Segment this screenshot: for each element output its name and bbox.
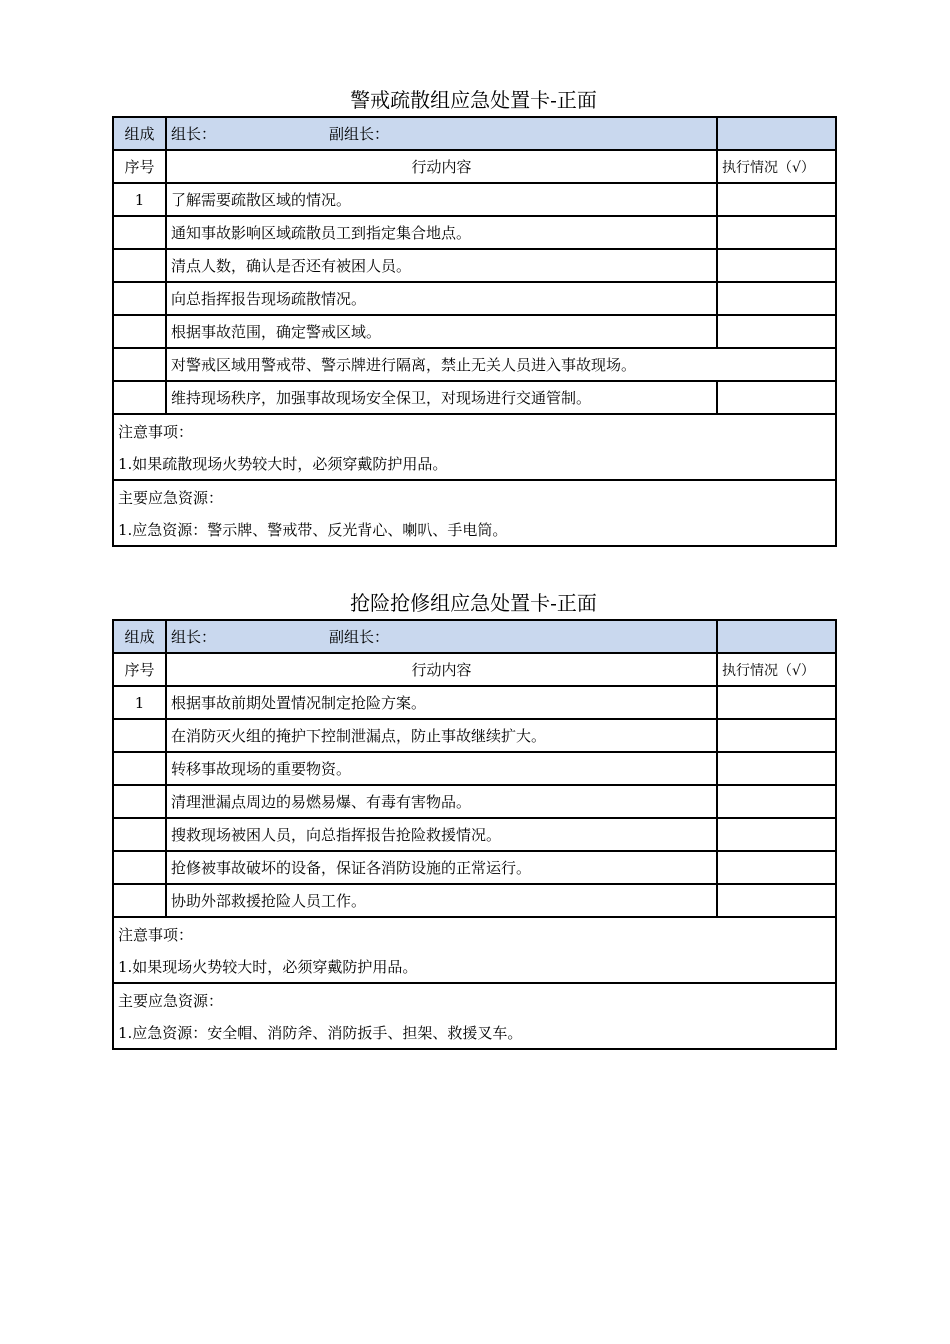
col-header-action: 行动内容 <box>166 150 717 183</box>
table-row <box>113 686 836 719</box>
table-row <box>113 315 836 348</box>
table-row <box>113 282 836 315</box>
col-header-status: 执行情况（√） <box>717 150 836 183</box>
row-status-checkbox[interactable] <box>717 818 836 851</box>
notes-item: 1.如果疏散现场火势较大时，必须穿戴防护用品。 <box>113 447 836 480</box>
group-row <box>113 620 836 653</box>
table-row <box>113 719 836 752</box>
row-status-checkbox[interactable] <box>717 183 836 216</box>
notes-title-row <box>113 917 836 950</box>
row-no <box>113 348 166 381</box>
table-row <box>113 851 836 884</box>
row-no <box>113 282 166 315</box>
row-status-checkbox[interactable] <box>717 752 836 785</box>
table-row <box>113 785 836 818</box>
col-header-action: 行动内容 <box>166 653 717 686</box>
card-title: 抢险抢修组应急处置卡-正面 <box>350 591 597 615</box>
table-row <box>113 884 836 917</box>
group-label: 组成 <box>113 117 166 150</box>
row-action: 维持现场秩序，加强事故现场安全保卫，对现场进行交通管制。 <box>166 381 717 414</box>
row-action: 了解需要疏散区域的情况。 <box>166 183 717 216</box>
table-row <box>113 818 836 851</box>
group-row <box>113 117 836 150</box>
card-title: 警戒疏散组应急处置卡-正面 <box>350 88 597 112</box>
resources-title: 主要应急资源： <box>113 480 836 513</box>
leader-cell <box>166 620 717 653</box>
card-rescue <box>112 587 835 1050</box>
resources-item: 1.应急资源：警示牌、警戒带、反光背心、喇叭、手电筒。 <box>113 513 836 546</box>
row-no <box>113 851 166 884</box>
column-header-row <box>113 653 836 686</box>
table-row <box>113 348 836 381</box>
table-row <box>113 249 836 282</box>
table-row <box>113 752 836 785</box>
row-no <box>113 785 166 818</box>
row-action: 根据事故范围，确定警戒区域。 <box>166 315 717 348</box>
col-header-no: 序号 <box>113 653 166 686</box>
row-no <box>113 818 166 851</box>
card-evacuation <box>112 84 835 547</box>
notes-item-row <box>113 447 836 480</box>
notes-title: 注意事项： <box>113 414 836 447</box>
row-action: 向总指挥报告现场疏散情况。 <box>166 282 717 315</box>
row-action: 对警戒区域用警戒带、警示牌进行隔离，禁止无关人员进入事故现场。 <box>166 348 836 381</box>
table-row <box>113 216 836 249</box>
leader-label: 组长： <box>171 125 217 143</box>
resources-title: 主要应急资源： <box>113 983 836 1016</box>
leader-label: 组长： <box>171 628 217 646</box>
row-action: 根据事故前期处置情况制定抢险方案。 <box>166 686 717 719</box>
row-no <box>113 315 166 348</box>
row-action: 协助外部救援抢险人员工作。 <box>166 884 717 917</box>
row-no <box>113 249 166 282</box>
row-status-checkbox[interactable] <box>717 381 836 414</box>
row-action: 清理泄漏点周边的易燃易爆、有毒有害物品。 <box>166 785 717 818</box>
row-no <box>113 719 166 752</box>
row-no <box>113 884 166 917</box>
resources-title-row <box>113 480 836 513</box>
resources-item: 1.应急资源：安全帽、消防斧、消防扳手、担架、救援叉车。 <box>113 1016 836 1049</box>
row-action: 在消防灭火组的掩护下控制泄漏点，防止事故继续扩大。 <box>166 719 717 752</box>
row-no <box>113 381 166 414</box>
row-no: 1 <box>113 183 166 216</box>
group-blank-cell <box>717 620 836 653</box>
table-row <box>113 183 836 216</box>
action-table <box>112 116 837 547</box>
row-action: 清点人数，确认是否还有被困人员。 <box>166 249 717 282</box>
resources-item-row <box>113 1016 836 1049</box>
row-status-checkbox[interactable] <box>717 282 836 315</box>
row-status-checkbox[interactable] <box>717 719 836 752</box>
group-blank-cell <box>717 117 836 150</box>
deputy-label: 副组长： <box>329 628 390 646</box>
row-status-checkbox[interactable] <box>717 315 836 348</box>
resources-title-row <box>113 983 836 1016</box>
resources-item-row <box>113 513 836 546</box>
row-status-checkbox[interactable] <box>717 785 836 818</box>
row-status-checkbox[interactable] <box>717 249 836 282</box>
col-header-status: 执行情况（√） <box>717 653 836 686</box>
action-table <box>112 619 837 1050</box>
row-status-checkbox[interactable] <box>717 884 836 917</box>
row-action: 通知事故影响区域疏散员工到指定集合地点。 <box>166 216 717 249</box>
row-status-checkbox[interactable] <box>717 851 836 884</box>
row-status-checkbox[interactable] <box>717 686 836 719</box>
row-action: 搜救现场被困人员，向总指挥报告抢险救援情况。 <box>166 818 717 851</box>
notes-item: 1.如果现场火势较大时，必须穿戴防护用品。 <box>113 950 836 983</box>
row-no <box>113 216 166 249</box>
notes-title-row <box>113 414 836 447</box>
table-row <box>113 381 836 414</box>
row-no <box>113 752 166 785</box>
group-label: 组成 <box>113 620 166 653</box>
leader-cell <box>166 117 717 150</box>
notes-item-row <box>113 950 836 983</box>
notes-title: 注意事项： <box>113 917 836 950</box>
col-header-no: 序号 <box>113 150 166 183</box>
deputy-label: 副组长： <box>329 125 390 143</box>
row-status-checkbox[interactable] <box>717 216 836 249</box>
row-no: 1 <box>113 686 166 719</box>
column-header-row <box>113 150 836 183</box>
row-action: 转移事故现场的重要物资。 <box>166 752 717 785</box>
row-action: 抢修被事故破坏的设备，保证各消防设施的正常运行。 <box>166 851 717 884</box>
